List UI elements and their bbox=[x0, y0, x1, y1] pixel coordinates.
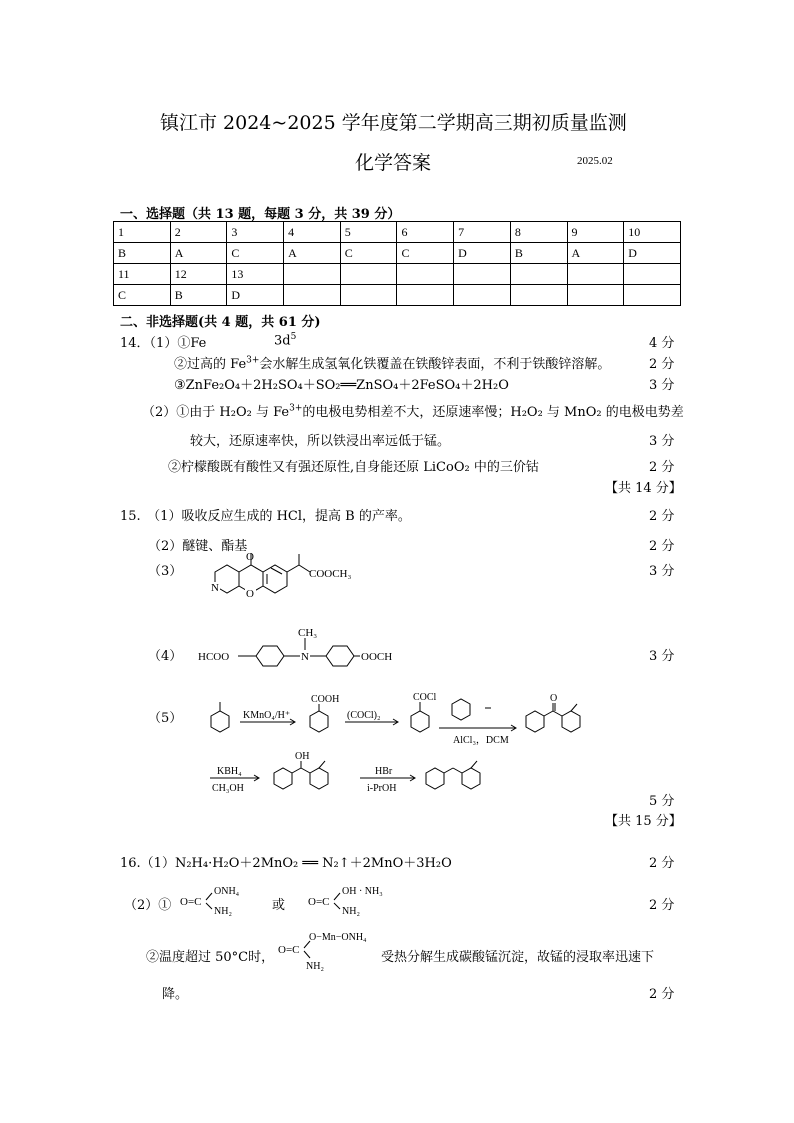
table-cell bbox=[624, 264, 681, 285]
q16-p1-score: 2 分 bbox=[649, 856, 675, 871]
carbonyl-o: O bbox=[246, 551, 254, 563]
table-cell: B bbox=[170, 285, 227, 306]
q14-p2-score: 2 分 bbox=[649, 357, 675, 372]
reagent-kmno4: KMnO₄/H⁺ bbox=[243, 710, 291, 721]
table-cell: 13 bbox=[227, 264, 284, 285]
table-cell: 7 bbox=[454, 222, 511, 243]
table-cell bbox=[454, 264, 511, 285]
oh-nh3-label: OH · NH₃ bbox=[342, 886, 383, 897]
q15-p2-score: 2 分 bbox=[649, 539, 675, 554]
reagent-kbh4: KBH₄ bbox=[217, 766, 242, 777]
table-cell: 3 bbox=[227, 222, 284, 243]
table-cell bbox=[340, 285, 397, 306]
table-cell: 11 bbox=[114, 264, 171, 285]
q16-p2-label: （2）① bbox=[124, 898, 172, 913]
table-cell: D bbox=[227, 285, 284, 306]
q14-p4: （2）①由于 H₂O₂ 与 $Fe^{3+}$的电极电势相差不大，还原速率慢；H₂O₂ 与 MnO₂ 的电极电势差 bbox=[142, 403, 684, 420]
ring-n: N bbox=[211, 582, 219, 594]
table-cell bbox=[510, 285, 567, 306]
table-cell: C bbox=[340, 243, 397, 264]
table-cell: 6 bbox=[397, 222, 454, 243]
nh2-label: NH₂ bbox=[342, 906, 360, 917]
q15-total: 【共 15 分】 bbox=[605, 814, 682, 829]
table-cell: A bbox=[567, 243, 624, 264]
table-cell: B bbox=[510, 243, 567, 264]
table-cell: C bbox=[227, 243, 284, 264]
q14-p1-label: 14．（1）①Fe bbox=[120, 336, 207, 351]
table-cell bbox=[284, 285, 341, 306]
table-row bbox=[114, 243, 681, 264]
q15-p4-score: 3 分 bbox=[649, 649, 675, 664]
q16-p2-score: 2 分 bbox=[649, 898, 675, 913]
q15-p3-label: （3） bbox=[148, 564, 183, 579]
q14-p1-config: $3d^5$ bbox=[274, 332, 297, 349]
q16-p4: 降。 bbox=[162, 987, 189, 1002]
q14-p5-score: 3 分 bbox=[649, 434, 675, 449]
table-cell bbox=[284, 264, 341, 285]
table-cell bbox=[510, 264, 567, 285]
page-title: 镇江市 2024~2025 学年度第二学期高三期初质量监测 bbox=[160, 112, 627, 134]
nh2-label: NH₂ bbox=[214, 906, 232, 917]
page-subtitle: 化学答案 bbox=[355, 152, 432, 174]
table-cell bbox=[624, 285, 681, 306]
section1-heading: 一、选择题（共 13 题，每题 3 分，共 39 分） bbox=[120, 207, 401, 222]
table-cell bbox=[340, 264, 397, 285]
table-cell bbox=[397, 285, 454, 306]
table-cell: C bbox=[114, 285, 171, 306]
reagent-ch3oh: CH₃OH bbox=[212, 783, 244, 794]
table-cell: 2 bbox=[170, 222, 227, 243]
q15-p2: （2）醚键、酯基 bbox=[148, 539, 248, 554]
q16-structure-c bbox=[276, 928, 380, 974]
reagent-oxalyl-chloride: (COCl)₂ bbox=[347, 710, 381, 721]
q16-p4-score: 2 分 bbox=[649, 987, 675, 1002]
q15-p5-score: 5 分 bbox=[649, 794, 675, 809]
date: 2025.02 bbox=[577, 155, 613, 167]
q15-p1-score: 2 分 bbox=[649, 509, 675, 524]
q14-p5: 较大，还原速率快，所以铁浸出率远低于锰。 bbox=[190, 434, 451, 449]
table-cell: C bbox=[397, 243, 454, 264]
q14-p6: ②柠檬酸既有酸性又有强还原性,自身能还原 LiCoO₂ 中的三价钴 bbox=[168, 460, 539, 475]
table-cell: D bbox=[454, 243, 511, 264]
reagent-iproh: i-PrOH bbox=[367, 783, 397, 794]
cooh-label: COOH bbox=[311, 694, 340, 705]
q15-p3-score: 3 分 bbox=[649, 564, 675, 579]
formate-right: OOCH bbox=[361, 651, 393, 663]
reagent-alcl3: AlCl₃，DCM bbox=[453, 735, 509, 746]
table-cell: 5 bbox=[340, 222, 397, 243]
q16-or: 或 bbox=[272, 898, 286, 913]
oc-label: O=C bbox=[308, 896, 330, 908]
table-row bbox=[114, 222, 681, 243]
table-cell: A bbox=[284, 243, 341, 264]
formate-left: HCOO bbox=[198, 651, 230, 663]
q14-total: 【共 14 分】 bbox=[605, 481, 682, 496]
reagent-hbr: HBr bbox=[375, 766, 393, 777]
q14-p6-score: 2 分 bbox=[649, 460, 675, 475]
q16-p3-b: 受热分解生成碳酸锰沉淀，故锰的浸取率迅速下 bbox=[381, 950, 655, 965]
table-cell bbox=[397, 264, 454, 285]
q14-p3-score: 3 分 bbox=[649, 378, 675, 393]
ring-o: O bbox=[246, 588, 254, 600]
q15-structure-3 bbox=[205, 550, 385, 612]
q16-p1: 16.（1）N₂H₄·H₂O＋2MnO₂ ══ N₂↑＋2MnO＋3H₂O bbox=[120, 856, 452, 871]
table-cell: 4 bbox=[284, 222, 341, 243]
q14-p2: ②过高的 $Fe^{3+}$会水解生成氢氧化铁覆盖在铁酸锌表面，不利于铁酸锌溶解。 bbox=[174, 355, 611, 372]
table-cell bbox=[567, 285, 624, 306]
table-cell bbox=[454, 285, 511, 306]
table-cell: 8 bbox=[510, 222, 567, 243]
table-cell: 1 bbox=[114, 222, 171, 243]
ketone-o: O bbox=[550, 693, 558, 704]
q15-synthesis-scheme bbox=[195, 690, 645, 800]
table-row bbox=[114, 264, 681, 285]
q16-structure-b bbox=[306, 883, 416, 917]
nh2-label: NH₂ bbox=[306, 961, 324, 972]
q15-p5-label: （5） bbox=[148, 711, 183, 726]
oc-label: O=C bbox=[180, 896, 202, 908]
q16-structure-a bbox=[178, 883, 258, 917]
section2-heading: 二、非选择题(共 4 题，共 61 分) bbox=[120, 315, 321, 330]
table-cell bbox=[567, 264, 624, 285]
omn-label: O−Mn−ONH₄ bbox=[309, 932, 367, 943]
q15-p4-label: （4） bbox=[148, 649, 183, 664]
oc-label: O=C bbox=[278, 944, 300, 956]
table-cell: A bbox=[170, 243, 227, 264]
onh4-label: ONH₄ bbox=[214, 886, 240, 897]
q15-p1: 15. （1）吸收反应生成的 HCl，提高 B 的产率。 bbox=[120, 509, 411, 524]
answer-table bbox=[113, 221, 681, 306]
q15-structure-4 bbox=[196, 626, 426, 674]
table-cell: 12 bbox=[170, 264, 227, 285]
q16-p3-a: ②温度超过 50°C时， bbox=[146, 950, 275, 965]
table-cell: B bbox=[114, 243, 171, 264]
table-row bbox=[114, 285, 681, 306]
table-cell: D bbox=[624, 243, 681, 264]
oh-label: OH bbox=[295, 751, 310, 762]
table-cell: 10 bbox=[624, 222, 681, 243]
table-cell: 9 bbox=[567, 222, 624, 243]
methyl: CH₃ bbox=[298, 627, 318, 639]
q14-p3: ③ZnFe₂O₄＋2H₂SO₄＋SO₂══ZnSO₄＋2FeSO₄＋2H₂O bbox=[174, 378, 509, 393]
cocl-label: COCl bbox=[413, 692, 437, 703]
q14-p1-score: 4 分 bbox=[649, 336, 675, 351]
amine-n: N bbox=[301, 651, 309, 663]
ester-group: COOCH₃ bbox=[309, 568, 352, 580]
